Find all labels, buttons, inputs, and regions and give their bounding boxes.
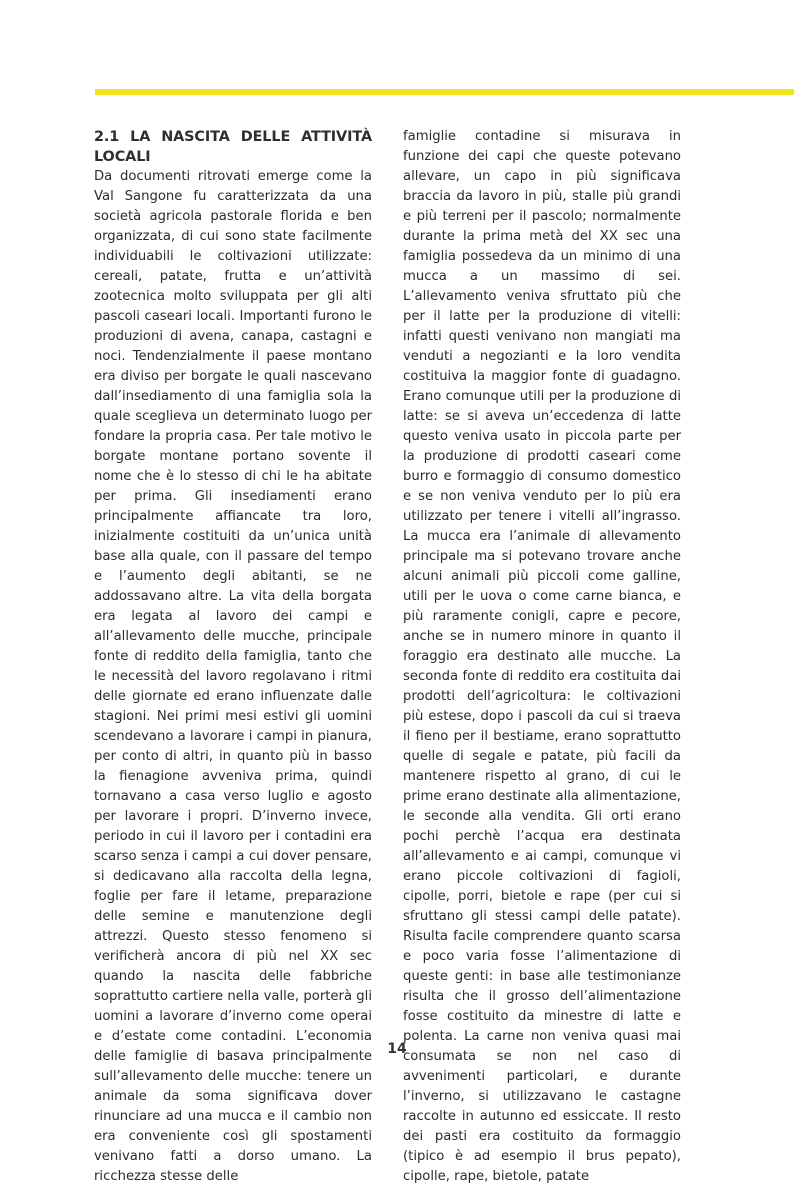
left-column	[94, 127, 372, 1187]
left-column-text: Da documenti ritrovati emerge come la Val Sangone fu caratterizzata da una società agricola pastorale florida e ben organizzata, di cui sono state facilmente individuabili le coltivazioni utilizzate: cereali, patate, frutta e un’attività zootecnica molto sviluppata per gli alti pascoli caseari locali. Importanti furono le produzioni di avena, canapa, castagni e noci. Tendenzialmente il paese montano era diviso per borgate le quali nascevano dall’insediamento di una famiglia sola la quale sceglieva un determinato luogo per fondare la propria casa. Per tale motivo le borgate montane portano sovente il nome che è lo stesso di chi le ha abitate per prima. Gli insediamenti erano principalmente affiancate tra loro, inizialmente costituiti da un’unica unità base alla quale, con il passare del tempo e l’aumento degli abitanti, se ne addossavano altre. La vita della borgata era legata al lavoro dei campi e all’allevamento delle mucche, principale fonte di reddito della famiglia, tanto che le necessità del lavoro regolavano i ritmi delle giornate ed erano influenzate dalle stagioni. Nei primi mesi estivi gli uomini scendevano a lavorare i campi in pianura, per conto di altri, in quanto più in basso la fienagione avveniva prima, quindi tornavano a casa verso luglio e agosto per lavorare i propri. D’inverno invece, periodo in cui il lavoro per i contadini era scarso senza i campi a cui dover pensare, si dedicavano alla raccolta della legna, foglie per fare il letame, preparazione delle semine e manutenzione degli attrezzi. Questo stesso fenomeno si verificherà ancora di più nel XX sec quando la nascita delle fabbriche soprattutto cartiere nella valle, porterà gli uomini a lavorare d’inverno come operai e d’estate come contadini. L’economia delle famiglie di basava principalmente sull’allevamento delle mucche: tenere un animale da soma significava dover rinunciare ad una mucca e il cambio non era conveniente così gli spostamenti venivano fatti a dorso umano. La ricchezza stesse delle	[94, 169, 372, 1184]
page-number: 14	[387, 1041, 407, 1057]
right-column	[403, 127, 681, 1187]
header-accent-rule	[95, 89, 794, 95]
section-heading: 2.1 LA NASCITA DELLE ATTIVITÀ LOCALI	[94, 129, 372, 165]
right-column-text: famiglie contadine si misurava in funzione dei capi che queste potevano allevare, un capo in più significava braccia da lavoro in più, stalle più grandi e più terreni per il pascolo; normalmente durante la prima metà del XX sec una famiglia possedeva da un minimo di una mucca a un massimo di sei. L’allevamento veniva sfruttato più che per il latte per la produzione di vitelli: infatti questi venivano non mangiati ma venduti a negozianti e la loro vendita costituiva la maggior fonte di guadagno. Erano comunque utili per la produzione di latte: se si aveva un’eccedenza di latte questo veniva usato in piccola parte per la produzione di prodotti caseari come burro e formaggio di consumo domestico e se non veniva venduto per lo più era utilizzato per tenere i vitelli all’ingrasso. La mucca era l’animale di allevamento principale ma si potevano trovare anche alcuni animali più piccoli come galline, utili per le uova o come carne bianca, e più raramente conigli, capre e pecore, anche se in numero minore in quanto il foraggio era destinato alle mucche. La seconda fonte di reddito era costituita dai prodotti dell’agricoltura: le coltivazioni più estese, dopo i pascoli da cui si traeva il fieno per il bestiame, erano soprattutto quelle di segale e patate, più facili da mantenere rispetto al grano, di cui le prime erano destinate alla alimentazione, le seconde alla vendita. Gli orti erano pochi perchè l’acqua era destinata all’allevamento e ai campi, comunque vi erano piccole coltivazioni di fagioli, cipolle, porri, bietole e rape (per cui si sfruttano gli stessi campi delle patate). Risulta facile comprendere quanto scarsa e poco varia fosse l’alimentazione di queste genti: in base alle testimonianze risulta che il grosso dell’alimentazione fosse costituito da minestre di latte e polenta. La carne non veniva quasi mai consumata se non nel caso di avvenimenti particolari, e durante l’inverno, si utilizzavano le castagne raccolte in autunno ed essiccate. Il resto dei pasti era costituito da formaggio (tipico è ad esempio il brus pepato), cipolle, rape, bietole, patate	[403, 129, 681, 1184]
